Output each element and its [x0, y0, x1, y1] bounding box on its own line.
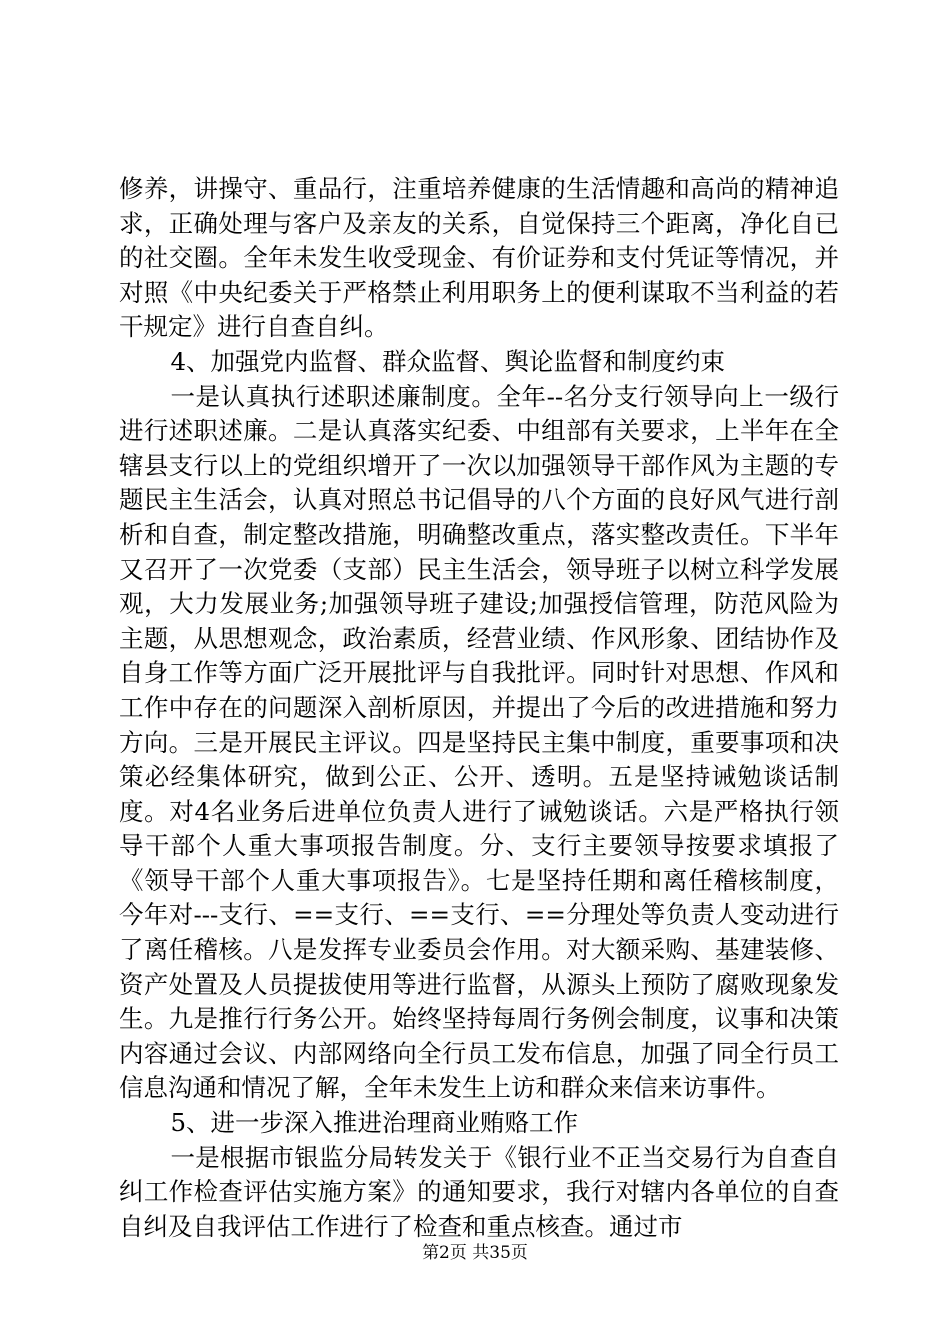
paragraph-section-4: 一是认真执行述职述廉制度。全年--名分支行领导向上一级行进行述职述廉。二是认真落实纪委、中组部有关要求，上半年在全辖县支行以上的党组织增开了一次以加强领导干部作风为主题的专题民主生活会，认真对照总书记倡导的八个方面的良好风气进行剖析和自查，制定整改措施，明确整改重点，落实整改责任。下半年又召开了一次党委（支部）民主生活会，领导班子以树立科学发展观，大力发展业务;加强领导班子建设;加强授信管理，防范风险为主题，从思想观念，政治素质，经营业绩、作风形象、团结协作及自身工作等方面广泛开展批评与自我批评。同时针对思想、作风和工作中存在的问题深入剖析原因，并提出了今后的改进措施和努力方向。三是开展民主评议。四是坚持民主集中制度，重要事项和决策必经集体研究，做到公正、公开、透明。五是坚持诫勉谈话制度。对4名业务后进单位负责人进行了诫勉谈话。六是严格执行领导干部个人重大事项报告制度。分、支行主要领导按要求填报了《领导干部个人重大事项报告》。七是坚持任期和离任稽核制度，今年对---支行、==支行、==支行、==分理处等负责人变动进行了离任稽核。八是发挥专业委员会作用。对大额采购、基建装修、资产处置及人员提拔使用等进行监督，从源头上预防了腐败现象发生。九是推行行务公开。始终坚持每周行务例会制度，议事和决策内容通过会议、内部网络向全行员工发布信息，加强了同全行员工信息沟通和情况了解，全年未发生上访和群众来信来访事件。 — [119, 381, 839, 1103]
section-heading-5: 5、进一步深入推进治理商业贿赂工作 — [170, 1108, 579, 1138]
paragraph-section-5: 一是根据市银监分局转发关于《银行业不正当交易行为自查自纠工作检查评估实施方案》的通知要求，我行对辖内各单位的自查自纠及自我评估工作进行了检查和重点核查。通过市 — [119, 1142, 839, 1241]
page-number-footer: 第2页 共35页 — [422, 1243, 528, 1263]
document-body — [119, 172, 839, 1244]
section-heading-4: 4、加强党内监督、群众监督、舆论监督和制度约束 — [170, 346, 726, 376]
paragraph-intro-continuation: 修养，讲操守、重品行，注重培养健康的生活情趣和高尚的精神追求，正确处理与客户及亲友的关系，自觉保持三个距离，净化自已的社交圈。全年未发生收受现金、有价证券和支付凭证等情况，并对照《中央纪委关于严格禁止利用职务上的便利谋取不当利益的若干规定》进行自查自纠。 — [119, 174, 839, 342]
